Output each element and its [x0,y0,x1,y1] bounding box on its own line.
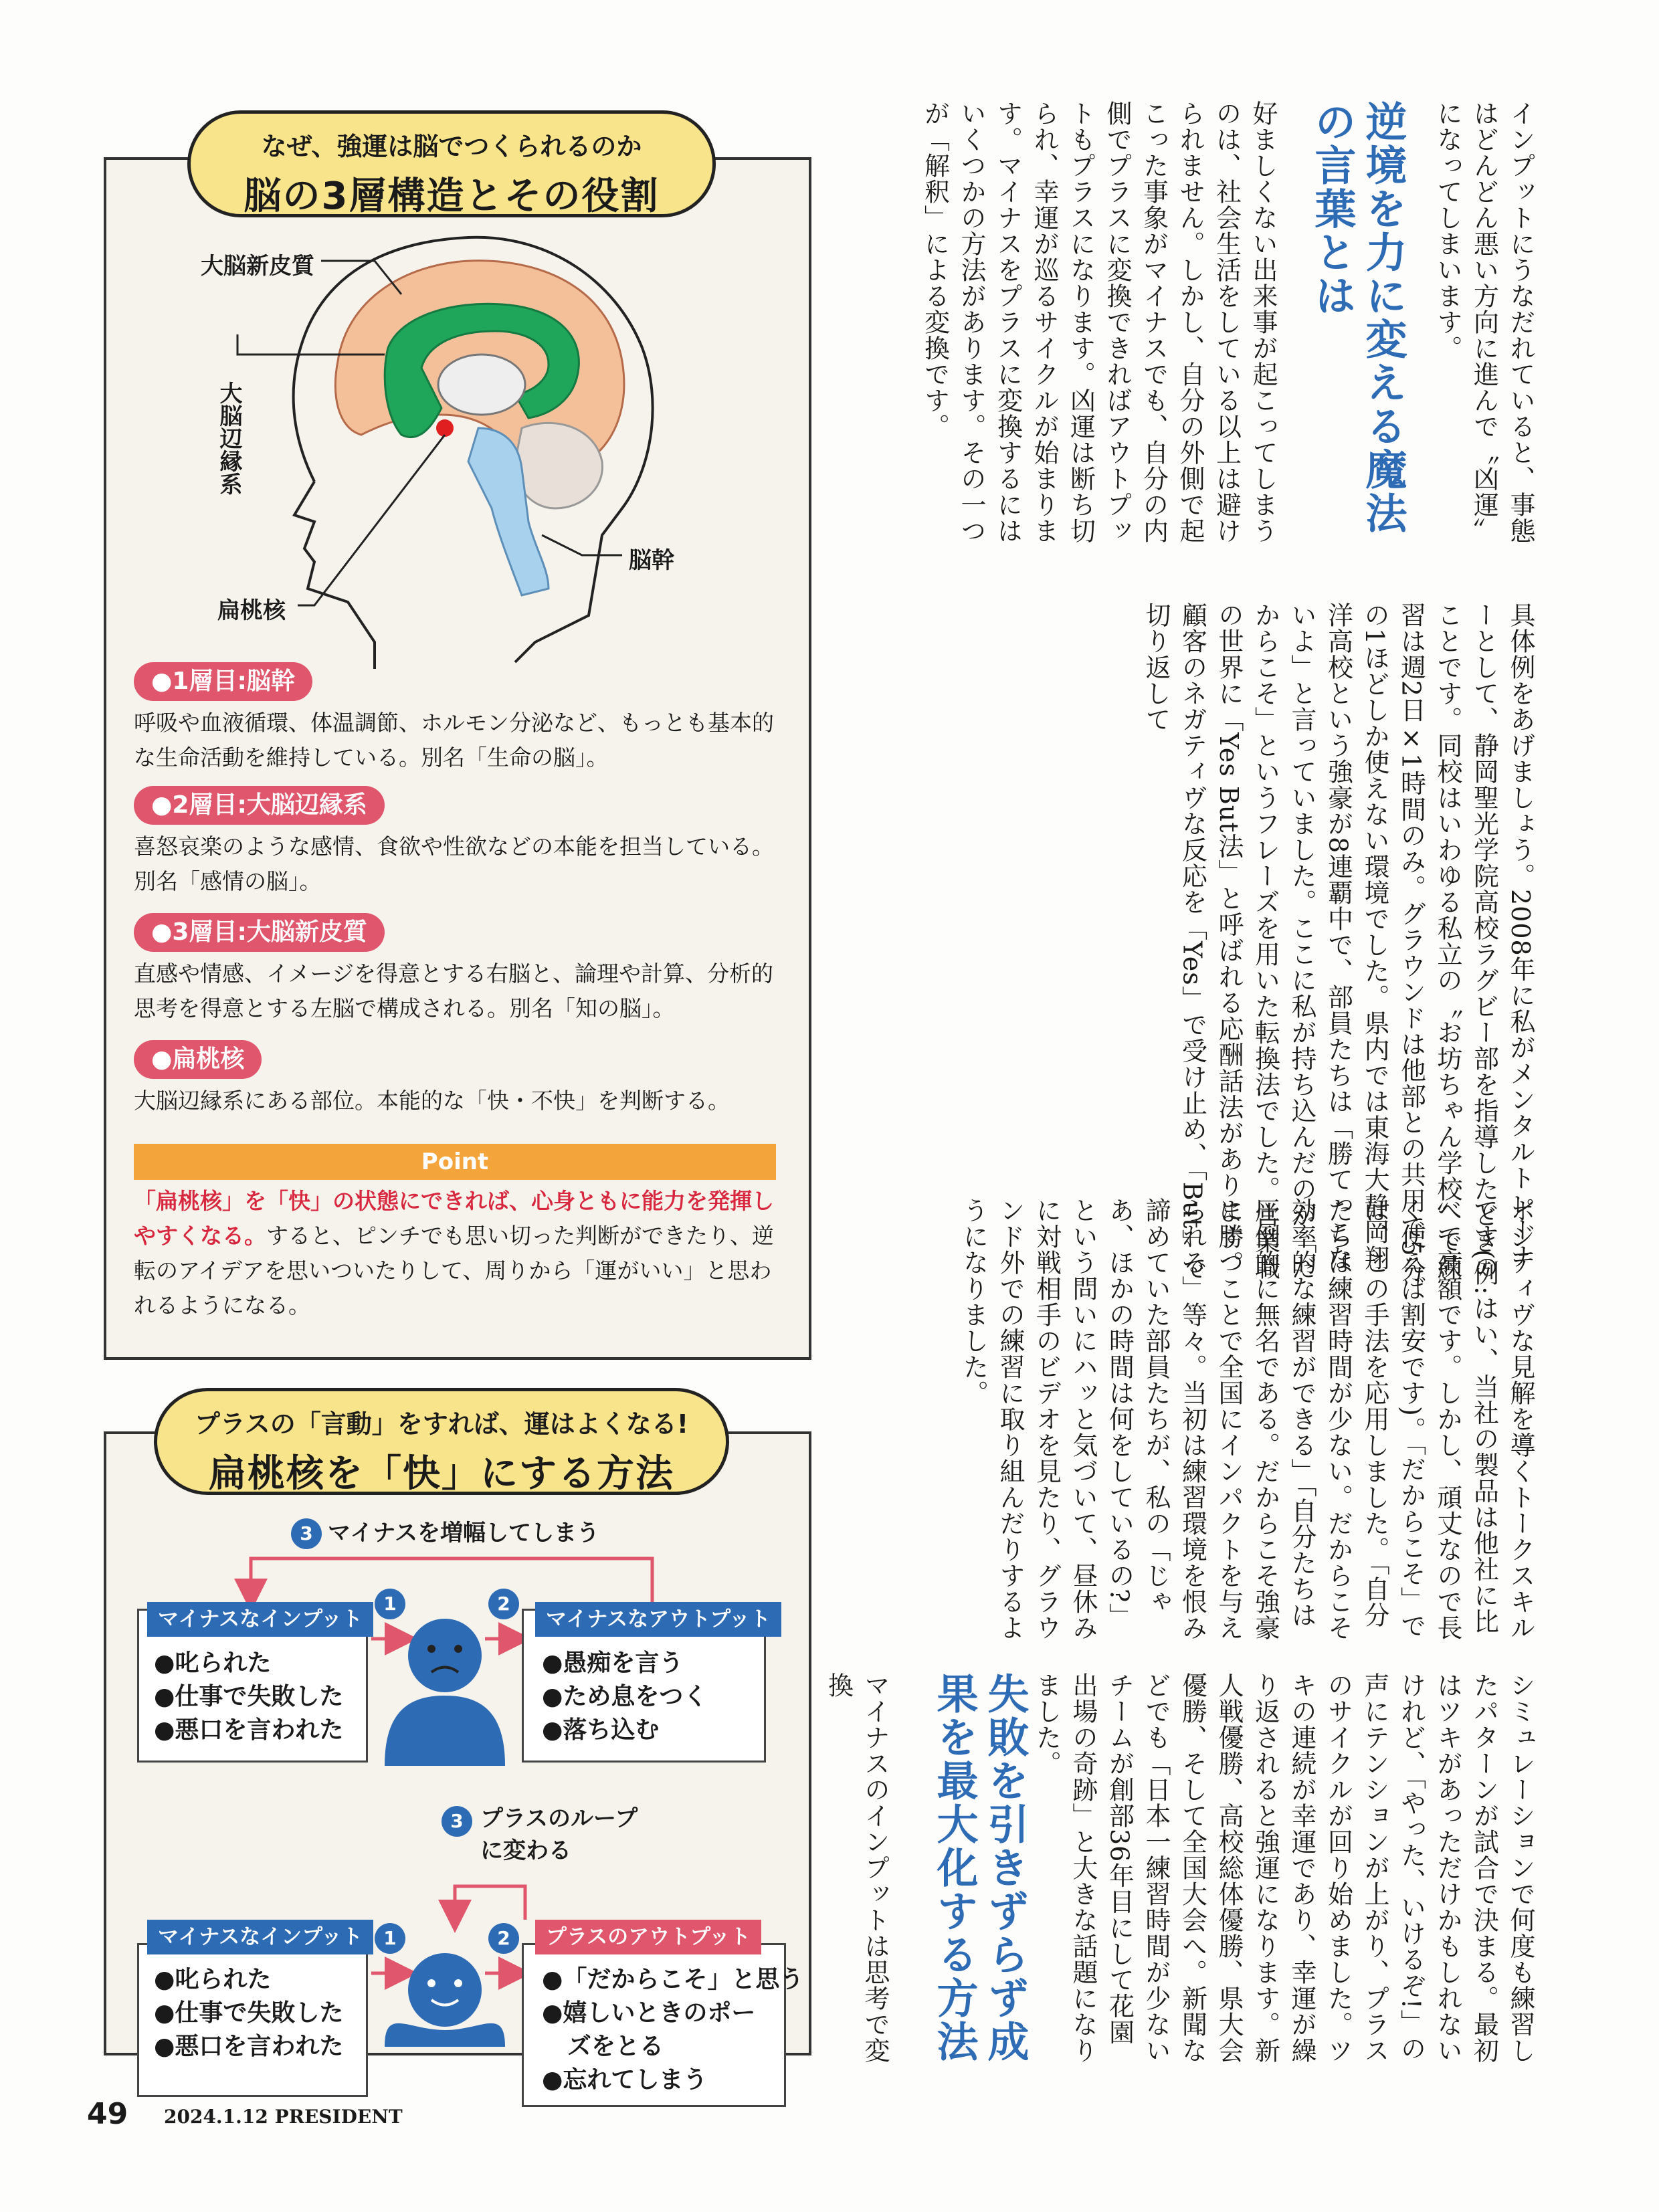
top-output-head: マイナスなアウトプット [535,1602,781,1637]
panel1-title: 脳の3層構造とその役割 [243,175,660,218]
magazine-issue: 2024.1.12 PRESIDENT [164,2106,403,2128]
step2-circle-bottom: 2 [488,1923,519,1954]
top-loop-arrow [251,1559,652,1605]
article-top-text-2: 好ましくない出来事が起こってしまうのは、社会生活をしている以上は避けられません。しかし、自分の外側で起こった事象がマイナスでも、自分の内側でプラスに変換できればアウトプットもプラスになります。凶運は断ち切られ、幸運が巡るサイクルが始まります。マイナスをプラスに変換するにはいくつかの方法があります。その一つが「解釈」による変換です。 [920,100,1278,544]
bottom-input-head: マイナスなインプット [147,1920,373,1954]
list-item: ●仕事で失敗した [154,1683,344,1710]
list-item: ●叱られた [154,1649,272,1677]
label-brainstem: 脳幹 [629,547,674,574]
point-highlight: 「扁桃核」を「快」の状態にできれば、心身ともに能力を発揮しやすくなる。 [134,1188,774,1249]
article-heading-2: 失敗を引きずらず成果を最大化する方法 [930,1672,1030,2064]
step3-circle-top: 3 [291,1518,322,1549]
bottom-loop-arrow [455,1886,525,1920]
list-item: ●落ち込む [542,1716,660,1744]
bottom-loop-caption [480,1803,638,1867]
layer2-description: 喜怒哀楽のような感情、食欲や性欲などの本能を担当している。別名「感情の脳」。 [134,833,774,894]
page-number: 49 [87,2097,128,2131]
step2-circle-top: 2 [488,1589,519,1619]
list-item: ●悪口を言われた [154,1716,344,1744]
panel2-title: 扁桃核を「快」にする方法 [209,1452,674,1496]
happy-person-figure [385,1953,505,2047]
list-item: ●愚痴を言う [542,1649,684,1677]
top-input-list [154,1647,343,1747]
amygdala-tag: ●扁桃核 [134,1040,262,1079]
layer3-tag: ●3層目:大脳新皮質 [134,913,385,952]
article-bottom-text-3: マイナスのインプットは思考で変換 [823,1672,890,2064]
list-item: ●ため息をつく [542,1683,708,1710]
list-item: ●仕事で失敗した [154,1999,344,2027]
label-neocortex: 大脳新皮質 [201,253,314,280]
step1-circle-top: 1 [375,1589,405,1619]
article-heading-1: 逆境を力に変える魔法の言葉とは [1308,100,1407,535]
sad-person-figure [385,1619,505,1766]
article-bottom-text-2: シミュレーションで何度も練習したパターンが試合で決まる。最初はツキがあっただけかもしれないけれど、「やった、いけるぞ!」の声にテンションが上がり、プラスのサイクルが回り始めました。ツキの連続が幸運であり、幸運が繰り返されると強運になります。新人戦優勝、高校総体優勝、県大会優勝、そして全国大会へ。新聞などでも「日本一練習時間が少ないチームが創部36年目にして花園出場の奇跡」と大きな話題になりました。 [1032,1672,1535,2064]
loop-caption-line: プラスのループ [480,1805,638,1832]
list-item: ●「だからこそ」と思う [542,1966,804,1993]
step3-circle-bottom: 3 [442,1806,472,1837]
point-body: すると、ピンチでも思い切った判断ができたり、逆転のアイデアを思いついたりして、周りから「運がいい」と思われるようになる。 [134,1223,774,1318]
article-bottom-text-1: ポジティヴな見解を導くトークスキルです(例:はい、当社の製品は他社に比べて高額です。しかし、頑丈なので長く使えば割安です)。「だからこそ」では、この手法を応用しました。「自分たちは練習時間が少ない。だからこそ効率的な練習ができる」「自分たちは圧倒的に無名である。だからこそ強豪に勝つことで全国にインパクトを与えられる」等々。当初は練習環境を恨み諦めていた部員たちが、私の「じゃあ、ほかの時間は何をしているの?」という問いにハッと気づいて、昼休みに対戦相手のビデオを見たり、グラウンド外での練習に取り組んだりするようになりました。 [959,1197,1535,1641]
bottom-input-list [154,1963,343,2064]
list-item: ●悪口を言われた [154,2033,344,2060]
flow-arrows [0,0,836,2074]
bottom-output-head: プラスのアウトプット [535,1920,761,1954]
point-bar: Point [134,1144,776,1180]
list-item: ●嬉しいときのポー [542,1999,756,2027]
loop-caption-line: に変わる [480,1837,571,1864]
panel1-subtitle: なぜ、強運は脳でつくられるのか [261,132,642,161]
layer2-tag: ●2層目:大脳辺縁系 [134,786,385,825]
bottom-output-list [542,1963,803,2097]
top-input-head: マイナスなインプット [147,1602,373,1637]
top-loop-caption: マイナスを増幅してしまう [328,1520,599,1546]
amygdala-description: 大脳辺縁系にある部位。本能的な「快・不快」を判断する。 [134,1088,730,1114]
article-mid-text: 具体例をあげましょう。2008年に私がメンタルトレーナーとして、静岡聖光学院高校ラグビー部を指導したときのことです。同校はいわゆる私立の〝お坊ちゃん学校〟で練習は週2日×1時間のみ。グラウンドは他部との共用で5分の1ほどしか使えない環境でした。県内では東海大静岡翔洋高校という強豪が8連覇中で、部員たちは「勝てっこないよ」と言っていました。ここに私が持ち込んだのが「だからこそ」というフレーズを用いた転換法でした。営業職の世界に「Yes But法」と呼ばれる応酬話法があります。顧客のネガティヴな反応を「Yes」で受け止め、「But」で切り返して [1141,602,1535,1283]
top-output-list [542,1647,707,1747]
list-item: ●叱られた [154,1966,272,1993]
panel2-subtitle: プラスの「言動」をすれば、運はよくなる! [194,1409,689,1439]
step1-circle-bottom: 1 [375,1923,405,1954]
layer3-description: 直感や情感、イメージを得意とする右脳と、論理や計算、分析的思考を得意とする左脳で構成される。別名「知の脳」。 [134,961,774,1021]
list-item: ズをとる [567,2033,664,2060]
layer1-tag: ●1層目:脳幹 [134,662,312,701]
label-limbic: 大脳辺縁系 [215,381,242,495]
layer1-description: 呼吸や血液循環、体温調節、ホルモン分泌など、もっとも基本的な生命活動を維持している。別名「生命の脳」。 [134,710,774,771]
label-amygdala: 扁桃核 [217,597,286,624]
article-top-text-1: インプットにうなだれていると、事態はどんどん悪い方向に進んで〝凶運〟になってしまいます。 [1433,100,1535,544]
list-item: ●忘れてしまう [542,2066,708,2094]
